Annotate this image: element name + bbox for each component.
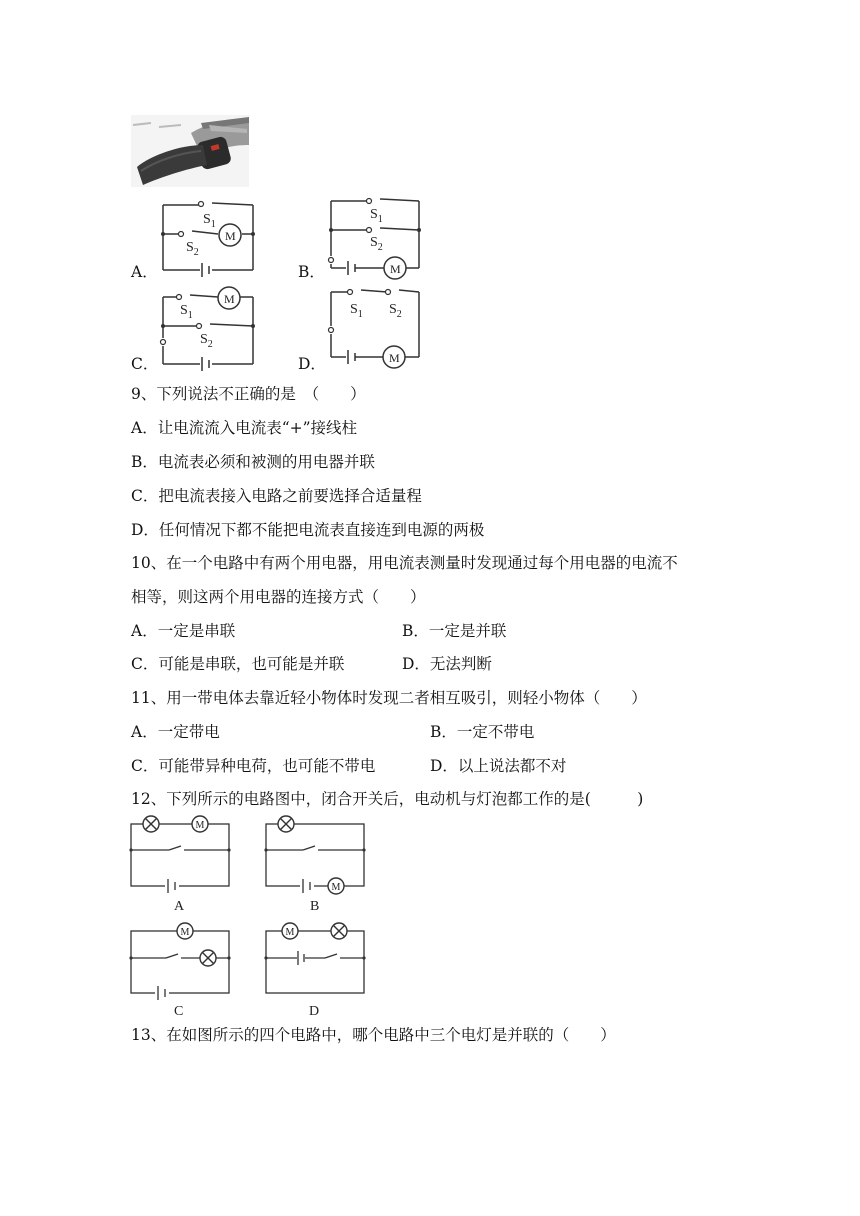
q12-circuit-d xyxy=(264,923,365,993)
q8-option-d-label[interactable]: D． xyxy=(298,355,326,373)
svg-text:M: M xyxy=(331,882,341,893)
q12a-lamp-icon xyxy=(143,816,159,832)
q12-caption-d: D xyxy=(309,1004,320,1019)
q10-option-d[interactable]: D．无法判断 xyxy=(402,655,492,673)
q12-circuit-a xyxy=(129,816,230,893)
q8-option-c-label[interactable]: C． xyxy=(131,355,159,373)
q9-option-a[interactable]: A．让电流流入电流表“+”接线柱 xyxy=(131,419,358,437)
q8a-motor-label: M xyxy=(225,229,236,243)
q11-option-c[interactable]: C．可能带异种电荷，也可能不带电 xyxy=(131,757,376,775)
q10-option-b[interactable]: B．一定是并联 xyxy=(402,622,507,640)
q10-stem-line2: 相等，则这两个用电器的连接方式（ ） xyxy=(131,588,426,606)
q12-circuit-c xyxy=(129,923,230,1000)
q11-option-b[interactable]: B．一定不带电 xyxy=(430,723,535,741)
q12-circuit-b xyxy=(264,816,365,894)
svg-text:M: M xyxy=(285,927,295,938)
svg-text:M: M xyxy=(180,927,190,938)
svg-text:S2: $S_2$ xyxy=(370,235,383,253)
svg-text:M: M xyxy=(389,351,400,365)
q8-option-a-label[interactable]: A． xyxy=(131,263,158,281)
svg-text:S1: $S_1$ xyxy=(180,303,193,321)
q10-stem-line1: 10、在一个电路中有两个用电器，用电流表测量时发现通过每个用电器的电流不 xyxy=(131,554,678,572)
q11-option-d[interactable]: D．以上说法都不对 xyxy=(430,757,567,775)
svg-text:M: M xyxy=(390,262,401,276)
q12-caption-a: A xyxy=(174,899,185,914)
q11-option-a[interactable]: A．一定带电 xyxy=(131,723,220,741)
q8-option-b-label[interactable]: B． xyxy=(298,263,325,281)
q9-option-c[interactable]: C．把电流表接入电路之前要选择合适量程 xyxy=(131,487,422,505)
q10-option-a[interactable]: A．一定是串联 xyxy=(131,622,236,640)
q9-option-d[interactable]: D．任何情况下都不能把电流表直接连到电源的两极 xyxy=(131,521,485,539)
q9-stem: 9、下列说法不正确的是 （ ） xyxy=(131,385,366,403)
svg-text:S2: $S_2$ xyxy=(200,332,213,350)
q8a-s1-label: $S_1$ xyxy=(203,212,216,230)
q12-caption-b: B xyxy=(310,899,320,914)
q13-stem: 13、在如图所示的四个电路中，哪个电路中三个电灯是并联的（ ） xyxy=(131,1026,616,1044)
q8a-s2-label: $S_2$ xyxy=(186,240,199,258)
q9-option-b[interactable]: B．电流表必须和被测的用电器并联 xyxy=(131,453,375,471)
q12-stem: 12、下列所示的电路图中，闭合开关后，电动机与灯泡都工作的是( ) xyxy=(131,790,644,808)
svg-text:S1: $S_1$ xyxy=(370,207,383,225)
svg-text:M: M xyxy=(224,292,235,306)
q12-caption-c: C xyxy=(174,1004,184,1019)
svg-text:S1: $S_1$ xyxy=(350,302,363,320)
q11-stem: 11、用一带电体去靠近轻小物体时发现二者相互吸引，则轻小物体（ ） xyxy=(131,689,647,707)
q10-option-c[interactable]: C．可能是串联，也可能是并联 xyxy=(131,655,345,673)
svg-text:S2: $S_2$ xyxy=(389,302,402,320)
svg-text:M: M xyxy=(195,820,205,831)
